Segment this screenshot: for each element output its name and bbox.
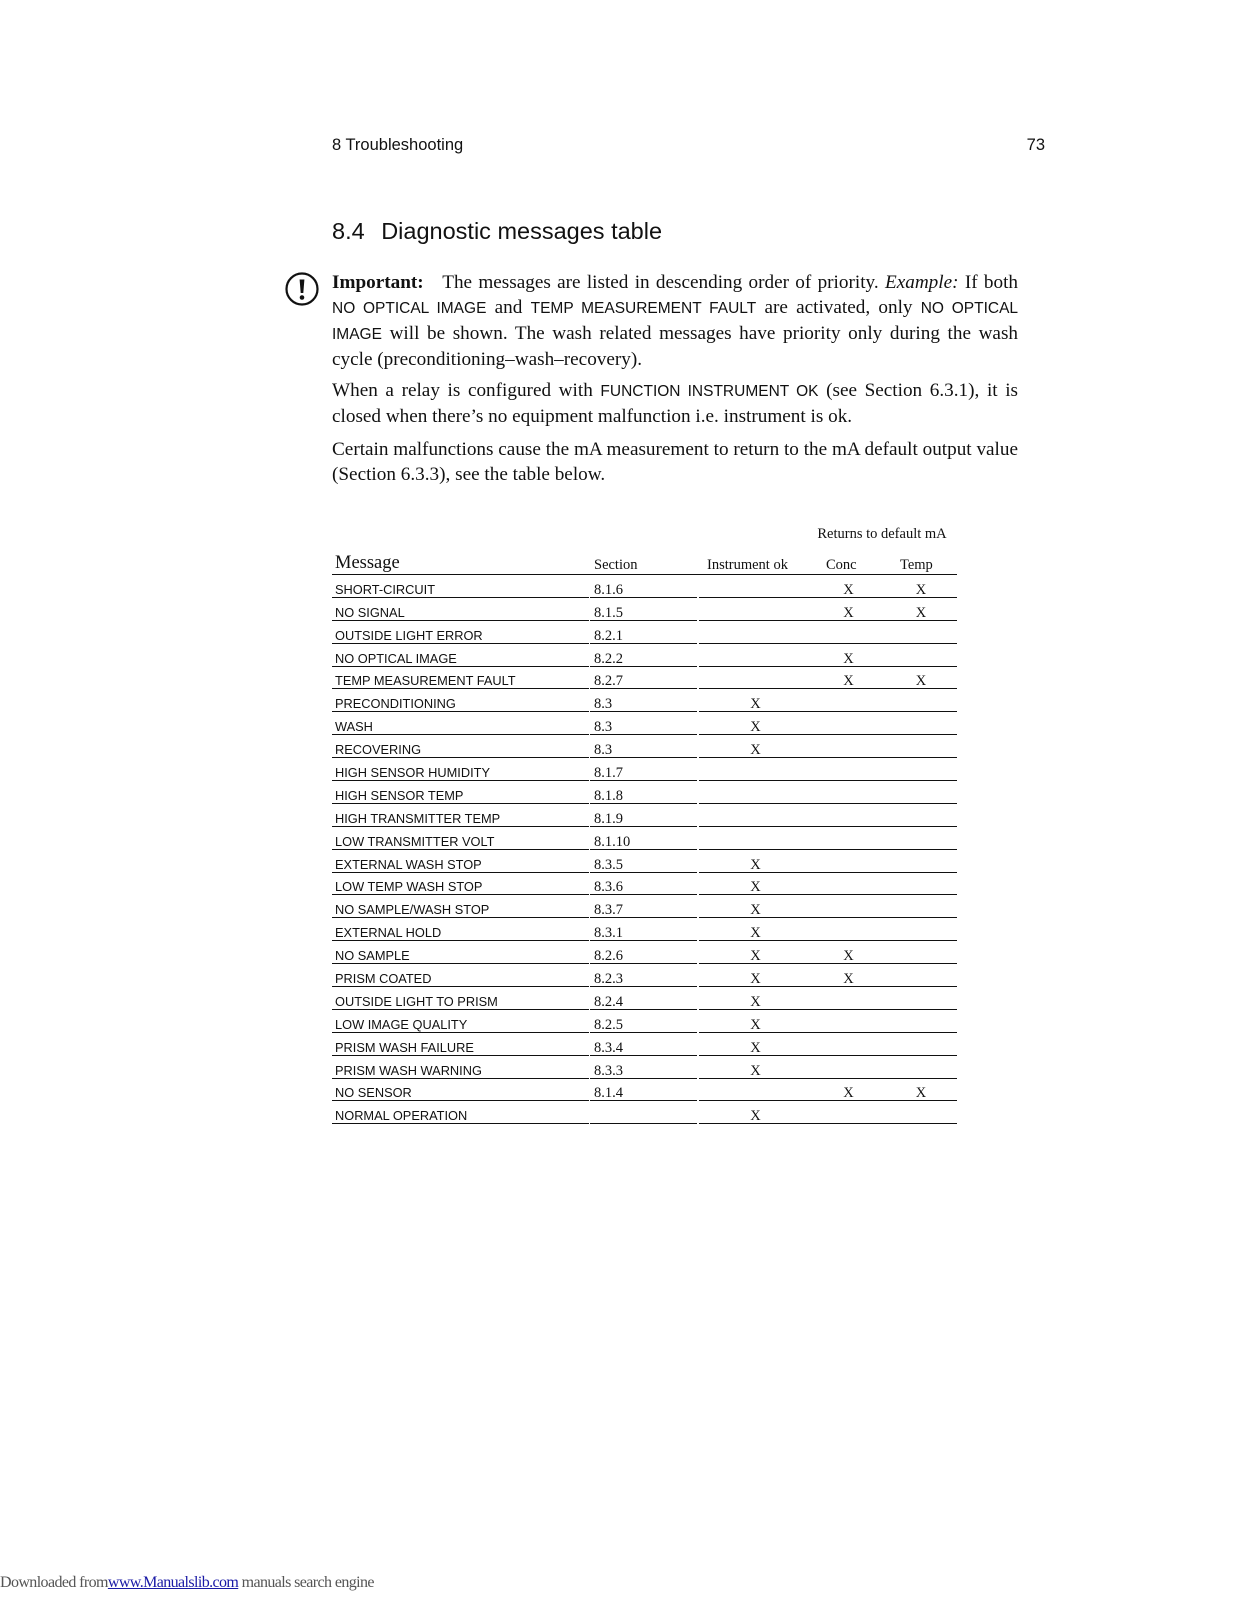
cell-instrument-ok: X <box>699 713 812 735</box>
cell-instrument-ok <box>699 828 812 850</box>
cell-section: 8.2.4 <box>590 988 697 1010</box>
cell-conc <box>812 896 885 918</box>
cell-temp <box>885 873 957 895</box>
column-header-conc: Conc <box>826 557 857 573</box>
cell-temp <box>885 851 957 873</box>
relay-paragraph <box>332 378 1018 429</box>
table-row <box>332 575 957 598</box>
cell-conc: X <box>812 667 885 689</box>
table-row <box>332 1033 957 1056</box>
cell-message: PRISM WASH FAILURE <box>332 1034 589 1056</box>
cell-instrument-ok <box>699 576 812 598</box>
cell-instrument-ok <box>699 645 812 667</box>
cell-section: 8.3.5 <box>590 851 697 873</box>
cell-instrument-ok <box>699 622 812 644</box>
table-row <box>332 1010 957 1033</box>
cell-temp <box>885 942 957 964</box>
cell-conc <box>812 828 885 850</box>
section-number: 8.4 <box>332 218 365 244</box>
cell-temp <box>885 645 957 667</box>
table-row <box>332 827 957 850</box>
cell-message: HIGH SENSOR TEMP <box>332 782 589 804</box>
cell-message: EXTERNAL HOLD <box>332 919 589 941</box>
table-row <box>332 735 957 758</box>
cell-instrument-ok: X <box>699 919 812 941</box>
malfunction-paragraph: Certain malfunctions cause the mA measurement to return to the mA default output value (Section 6.3.3), see the table below. <box>332 439 1018 485</box>
cell-conc <box>812 1034 885 1056</box>
cell-message: NO SIGNAL <box>332 599 589 621</box>
cell-conc: X <box>812 965 885 987</box>
important-note <box>332 270 1018 372</box>
cell-section: 8.2.2 <box>590 645 697 667</box>
returns-to-default-header: Returns to default mA <box>817 526 947 542</box>
cell-message: NORMAL OPERATION <box>332 1102 589 1124</box>
table-row <box>332 987 957 1010</box>
table-row <box>332 667 957 690</box>
cell-temp <box>885 736 957 758</box>
cell-conc <box>812 1057 885 1079</box>
cell-temp <box>885 622 957 644</box>
note-text: If both <box>964 272 1018 293</box>
cell-instrument-ok: X <box>699 1011 812 1033</box>
note-text: The messages are listed in descending order of priority. <box>442 272 879 293</box>
cell-section: 8.3.3 <box>590 1057 697 1079</box>
cell-temp <box>885 1102 957 1124</box>
cell-conc <box>812 713 885 735</box>
message-name: NO OPTICAL IMAGE <box>332 300 1019 343</box>
page-number: 73 <box>1026 136 1045 154</box>
table-row <box>332 689 957 712</box>
cell-conc <box>812 759 885 781</box>
cell-conc <box>812 1011 885 1033</box>
cell-message: OUTSIDE LIGHT TO PRISM <box>332 988 589 1010</box>
note-text: will be shown. The wash related messages have priority only during the wash cycle (preconditioning–wash–recovery). <box>332 323 1019 370</box>
manualslib-link[interactable]: www.Manualslib.com <box>107 1574 239 1591</box>
table-row <box>332 873 957 896</box>
cell-temp <box>885 896 957 918</box>
cell-section: 8.1.5 <box>590 599 697 621</box>
cell-section: 8.3.1 <box>590 919 697 941</box>
table-row <box>332 964 957 987</box>
cell-temp: X <box>885 667 957 689</box>
cell-instrument-ok: X <box>699 896 812 918</box>
footer-prefix: Downloaded from <box>0 1574 108 1591</box>
cell-temp <box>885 965 957 987</box>
note-text: are activated, only <box>764 297 913 318</box>
cell-temp <box>885 690 957 712</box>
example-label: Example: <box>884 272 959 293</box>
cell-conc <box>812 736 885 758</box>
cell-message: OUTSIDE LIGHT ERROR <box>332 622 589 644</box>
message-name: TEMP MEASUREMENT FAULT <box>530 300 757 317</box>
running-head <box>332 136 1045 155</box>
table-row <box>332 621 957 644</box>
cell-instrument-ok: X <box>699 1102 812 1124</box>
cell-instrument-ok: X <box>699 1057 812 1079</box>
cell-temp <box>885 1057 957 1079</box>
download-footer <box>0 1574 374 1592</box>
cell-section: 8.2.6 <box>590 942 697 964</box>
cell-temp <box>885 1034 957 1056</box>
cell-message: RECOVERING <box>332 736 589 758</box>
cell-conc: X <box>812 645 885 667</box>
cell-conc <box>812 988 885 1010</box>
cell-section: 8.2.5 <box>590 1011 697 1033</box>
table-body <box>332 575 957 1124</box>
cell-conc: X <box>812 599 885 621</box>
cell-section: 8.3 <box>590 736 697 758</box>
cell-message: NO SENSOR <box>332 1079 589 1101</box>
table-row <box>332 598 957 621</box>
cell-temp <box>885 759 957 781</box>
table-row <box>332 850 957 873</box>
cell-section: 8.1.6 <box>590 576 697 598</box>
table-row <box>332 712 957 735</box>
cell-section: 8.2.3 <box>590 965 697 987</box>
cell-message: NO SAMPLE/WASH STOP <box>332 896 589 918</box>
column-header-instrument-ok: Instrument ok <box>707 557 788 573</box>
cell-message: HIGH TRANSMITTER TEMP <box>332 805 589 827</box>
section-title: Diagnostic messages table <box>381 218 663 244</box>
cell-conc: X <box>812 576 885 598</box>
cell-message: LOW TRANSMITTER VOLT <box>332 828 589 850</box>
cell-instrument-ok: X <box>699 736 812 758</box>
table-row <box>332 781 957 804</box>
exclamation-circle-icon <box>285 272 319 306</box>
section-heading <box>332 218 662 245</box>
cell-section: 8.1.10 <box>590 828 697 850</box>
cell-message: WASH <box>332 713 589 735</box>
cell-message: NO OPTICAL IMAGE <box>332 645 589 667</box>
table-row <box>332 1101 957 1124</box>
cell-temp <box>885 713 957 735</box>
cell-instrument-ok: X <box>699 988 812 1010</box>
cell-conc <box>812 805 885 827</box>
cell-instrument-ok <box>699 782 812 804</box>
cell-instrument-ok <box>699 1079 812 1101</box>
cell-instrument-ok: X <box>699 690 812 712</box>
cell-instrument-ok <box>699 805 812 827</box>
cell-message: PRISM WASH WARNING <box>332 1057 589 1079</box>
note-text: and <box>494 297 523 318</box>
cell-instrument-ok: X <box>699 851 812 873</box>
cell-instrument-ok: X <box>699 965 812 987</box>
cell-temp <box>885 805 957 827</box>
cell-temp <box>885 988 957 1010</box>
cell-section: 8.3.7 <box>590 896 697 918</box>
cell-message: PRISM COATED <box>332 965 589 987</box>
cell-message: NO SAMPLE <box>332 942 589 964</box>
paragraph-text: When a relay is configured with <box>332 380 593 401</box>
cell-temp: X <box>885 599 957 621</box>
table-row <box>332 1079 957 1102</box>
column-header-section: Section <box>594 557 638 573</box>
cell-temp <box>885 1011 957 1033</box>
cell-section: 8.3 <box>590 690 697 712</box>
chapter-title: 8 Troubleshooting <box>332 136 464 154</box>
cell-instrument-ok: X <box>699 942 812 964</box>
cell-message: HIGH SENSOR HUMIDITY <box>332 759 589 781</box>
table-row <box>332 1056 957 1079</box>
table-row <box>332 644 957 667</box>
cell-section: 8.3 <box>590 713 697 735</box>
table-header-row <box>332 546 957 575</box>
cell-message: EXTERNAL WASH STOP <box>332 851 589 873</box>
cell-instrument-ok <box>699 667 812 689</box>
cell-conc <box>812 919 885 941</box>
cell-section: 8.2.1 <box>590 622 697 644</box>
cell-conc: X <box>812 1079 885 1101</box>
cell-message: LOW IMAGE QUALITY <box>332 1011 589 1033</box>
cell-temp <box>885 782 957 804</box>
cell-section: 8.3.4 <box>590 1034 697 1056</box>
cell-conc <box>812 873 885 895</box>
message-name: NO OPTICAL IMAGE <box>332 300 487 317</box>
cell-conc: X <box>812 942 885 964</box>
cell-conc <box>812 622 885 644</box>
table-row <box>332 758 957 781</box>
cell-message: TEMP MEASUREMENT FAULT <box>332 667 589 689</box>
cell-temp <box>885 919 957 941</box>
table-row <box>332 895 957 918</box>
paragraph-text: (see Section 6.3.1), it is closed when there’s no equipment malfunction i.e. instrument is ok. <box>332 380 1019 427</box>
cell-instrument-ok: X <box>699 1034 812 1056</box>
cell-instrument-ok <box>699 599 812 621</box>
cell-message: PRECONDITIONING <box>332 690 589 712</box>
function-name: FUNCTION INSTRUMENT OK <box>600 383 819 400</box>
table-row <box>332 918 957 941</box>
cell-conc <box>812 851 885 873</box>
cell-section: 8.1.8 <box>590 782 697 804</box>
cell-section: 8.1.9 <box>590 805 697 827</box>
table-row <box>332 804 957 827</box>
important-label: Important: <box>332 272 424 293</box>
cell-section: 8.2.7 <box>590 667 697 689</box>
cell-conc <box>812 782 885 804</box>
cell-instrument-ok <box>699 759 812 781</box>
cell-section: 8.1.4 <box>590 1079 697 1101</box>
cell-message: LOW TEMP WASH STOP <box>332 873 589 895</box>
cell-message: SHORT-CIRCUIT <box>332 576 589 598</box>
cell-conc <box>812 690 885 712</box>
cell-section: 8.3.6 <box>590 873 697 895</box>
cell-section: 8.1.7 <box>590 759 697 781</box>
cell-temp <box>885 828 957 850</box>
cell-temp: X <box>885 576 957 598</box>
cell-section <box>590 1102 697 1124</box>
column-header-temp: Temp <box>900 557 933 573</box>
cell-instrument-ok: X <box>699 873 812 895</box>
footer-suffix: manuals search engine <box>238 1574 374 1591</box>
table-row <box>332 941 957 964</box>
cell-conc <box>812 1102 885 1124</box>
column-header-message: Message <box>335 553 400 573</box>
cell-temp: X <box>885 1079 957 1101</box>
